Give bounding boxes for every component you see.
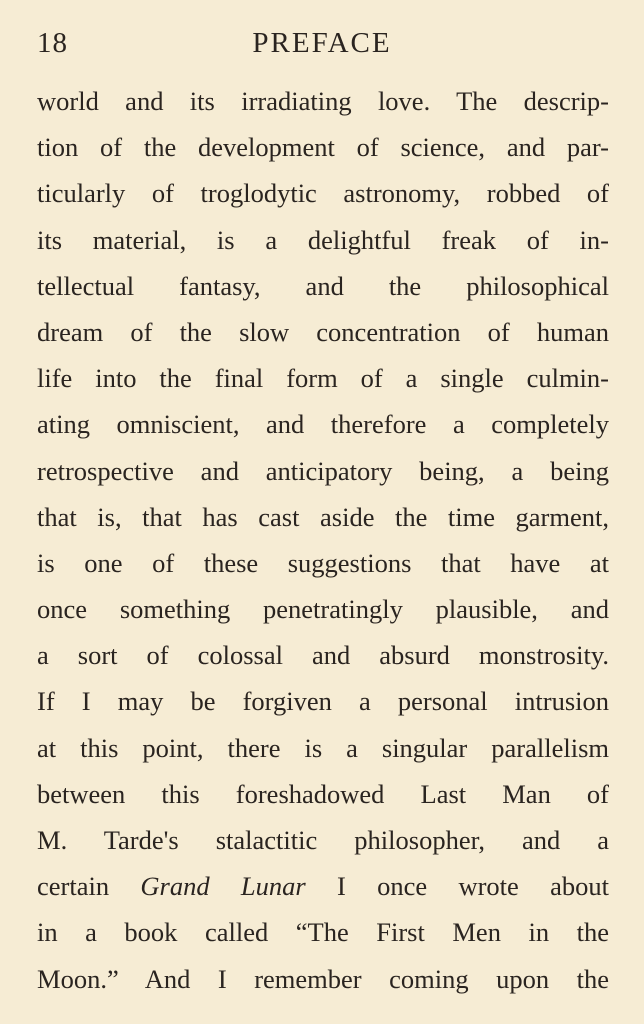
text-line: tion of the development of science, and par- <box>37 132 609 163</box>
text-line: in a book called “The First Men in the <box>37 917 609 948</box>
text-line: retrospective and anticipatory being, a being <box>37 455 609 486</box>
text-line: dream of the slow concentration of human <box>37 316 609 347</box>
text-line: ticularly of troglodytic astronomy, robbed of <box>37 178 609 209</box>
text-line-with-italic <box>37 863 609 909</box>
text-line: world and its irradiating love. The descrip- <box>37 86 609 116</box>
body-text <box>37 78 609 1002</box>
text-line: its material, is a delightful freak of in- <box>37 224 609 255</box>
text-line: at this point, there is a singular parallelism <box>37 732 609 763</box>
text-line: is one of these suggestions that have at <box>37 547 609 578</box>
text-line: M. Tarde's stalactitic philosopher, and a <box>37 825 609 855</box>
italic-title: Grand Lunar <box>140 871 306 902</box>
text-line: Moon.” And I remember coming upon the <box>37 963 609 994</box>
text-segment: I once wrote about <box>305 871 609 902</box>
text-segment: certain <box>37 871 141 902</box>
text-line: If I may be forgiven a personal intrusion <box>37 686 609 717</box>
running-head: PREFACE <box>252 27 392 59</box>
page-number: 18 <box>37 27 68 59</box>
text-line: that is, that has cast aside the time garment, <box>37 501 609 532</box>
text-line: between this foreshadowed Last Man of <box>37 778 609 809</box>
text-line: life into the final form of a single culmin- <box>37 363 609 394</box>
text-line: tellectual fantasy, and the philosophical <box>37 270 609 301</box>
text-line: a sort of colossal and absurd monstrosity. <box>37 640 609 671</box>
text-line: ating omniscient, and therefore a completely <box>37 409 609 440</box>
text-line: once something penetratingly plausible, and <box>37 594 609 625</box>
